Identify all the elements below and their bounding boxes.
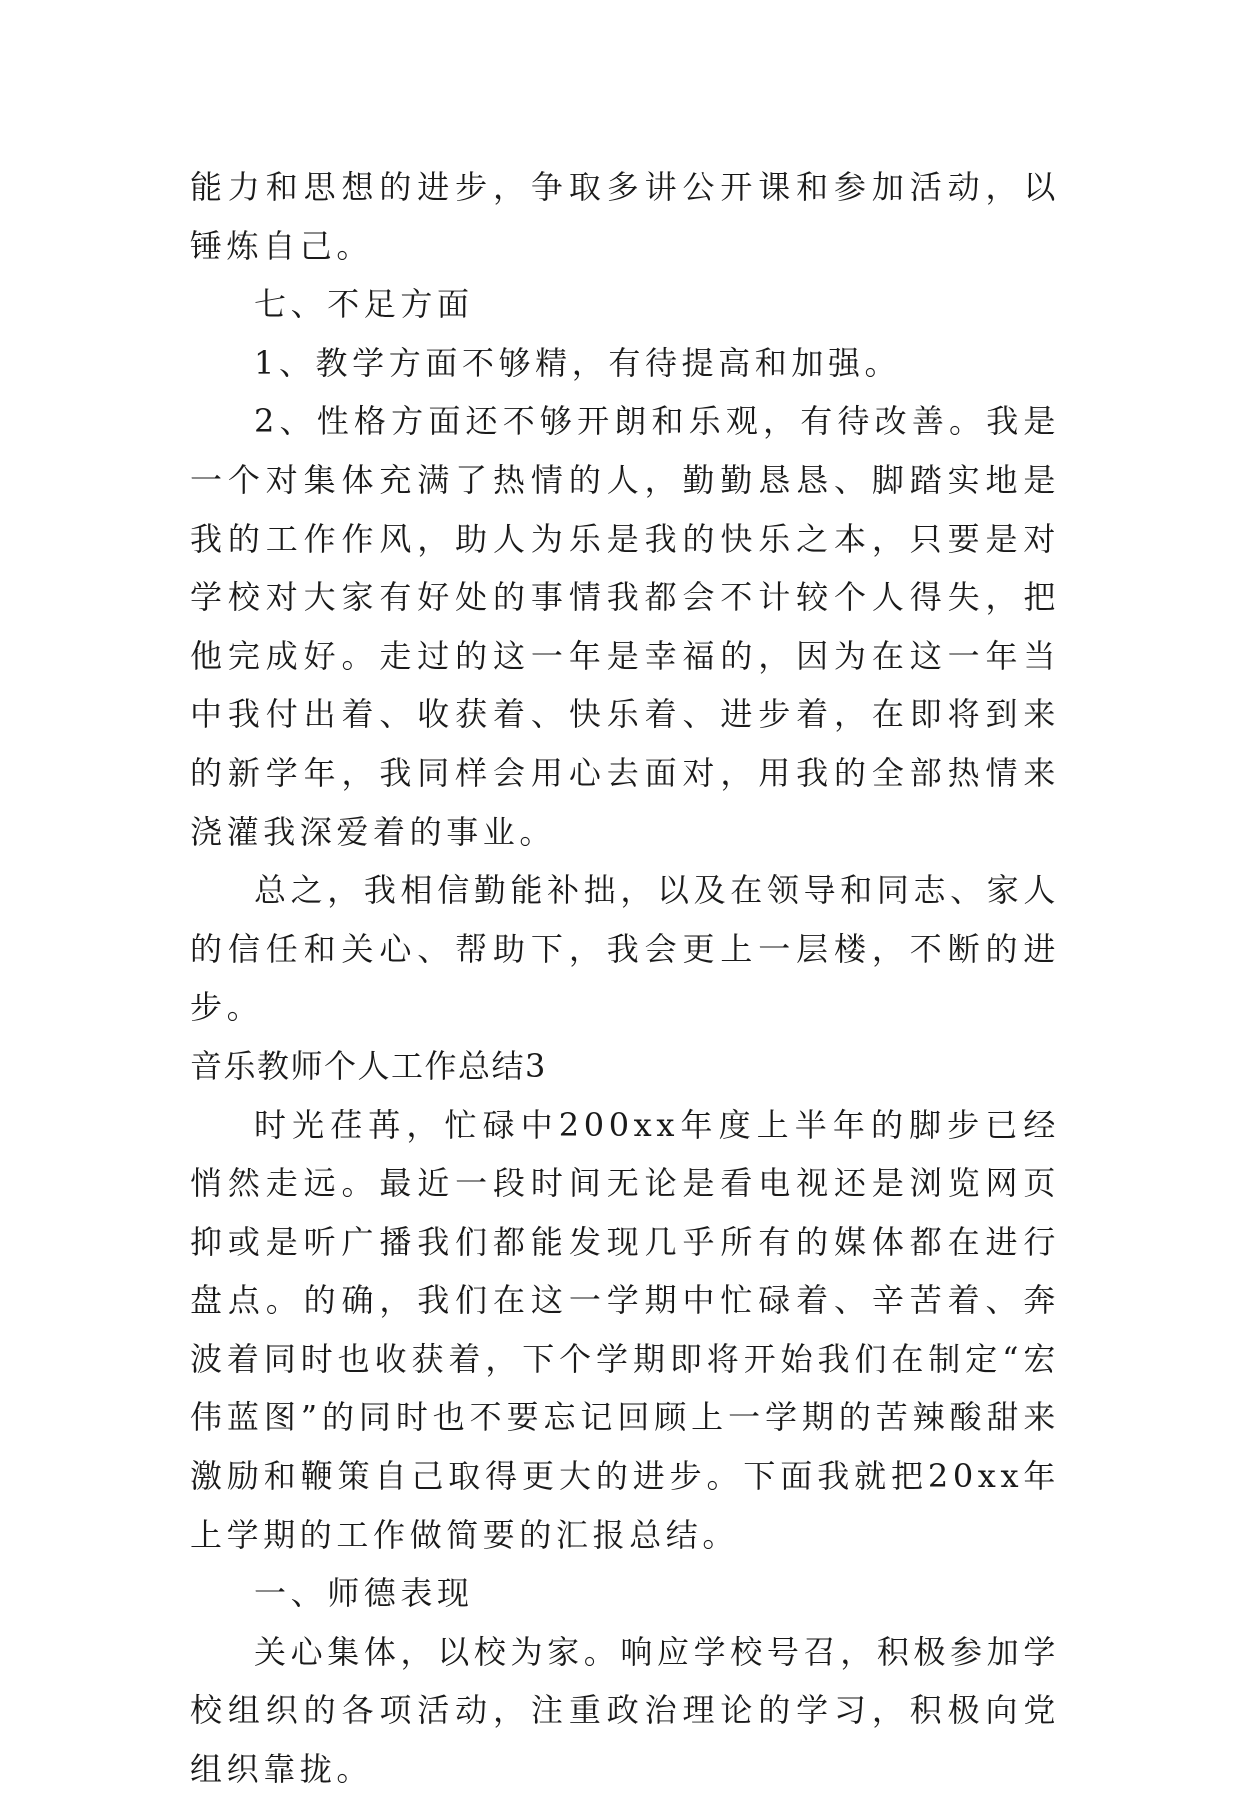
section-heading-ethics: 一、师德表现: [254, 1574, 474, 1613]
article-title: 音乐教师个人工作总结3: [190, 1046, 547, 1085]
document-body: [190, 158, 1060, 1799]
paragraph-conclusion: 总之，我相信勤能补拙，以及在领导和同志、家人的信任和关心、帮助下，我会更上一层楼，不断的进步。: [190, 871, 1060, 1027]
paragraph-continuation: 能力和思想的进步，争取多讲公开课和参加活动，以锤炼自己。: [190, 168, 1060, 265]
section-heading-shortcomings: 七、不足方面: [254, 285, 474, 324]
paragraph-intro: 时光荏苒，忙碌中200xx年度上半年的脚步已经悄然走远。最近一段时间无论是看电视还是浏览网页抑或是听广播我们都能发现几乎所有的媒体都在进行盘点。的确，我们在这一学期中忙碌着、辛苦着、奔波着同时也收获着，下个学期即将开始我们在制定“宏伟蓝图”的同时也不要忘记回顾上一学期的苦辣酸甜来激励和鞭策自己取得更大的进步。下面我就把20xx年上学期的工作做简要的汇报总结。: [190, 1105, 1060, 1554]
list-item-teaching: 1、教学方面不够精，有待提高和加强。: [254, 343, 902, 382]
paragraph-ethics: 关心集体，以校为家。响应学校号召，积极参加学校组织的各项活动，注重政治理论的学习，积极向党组织靠拢。: [190, 1632, 1060, 1789]
list-item-personality: 2、性格方面还不够开朗和乐观，有待改善。我是一个对集体充满了热情的人，勤勤恳恳、脚踏实地是我的工作作风，助人为乐是我的快乐之本，只要是对学校对大家有好处的事情我都会不计较个人得失，把他完成好。走过的这一年是幸福的，因为在这一年当中我付出着、收获着、快乐着、进步着，在即将到来的新学年，我同样会用心去面对，用我的全部热情来浇灌我深爱着的事业。: [190, 402, 1060, 851]
